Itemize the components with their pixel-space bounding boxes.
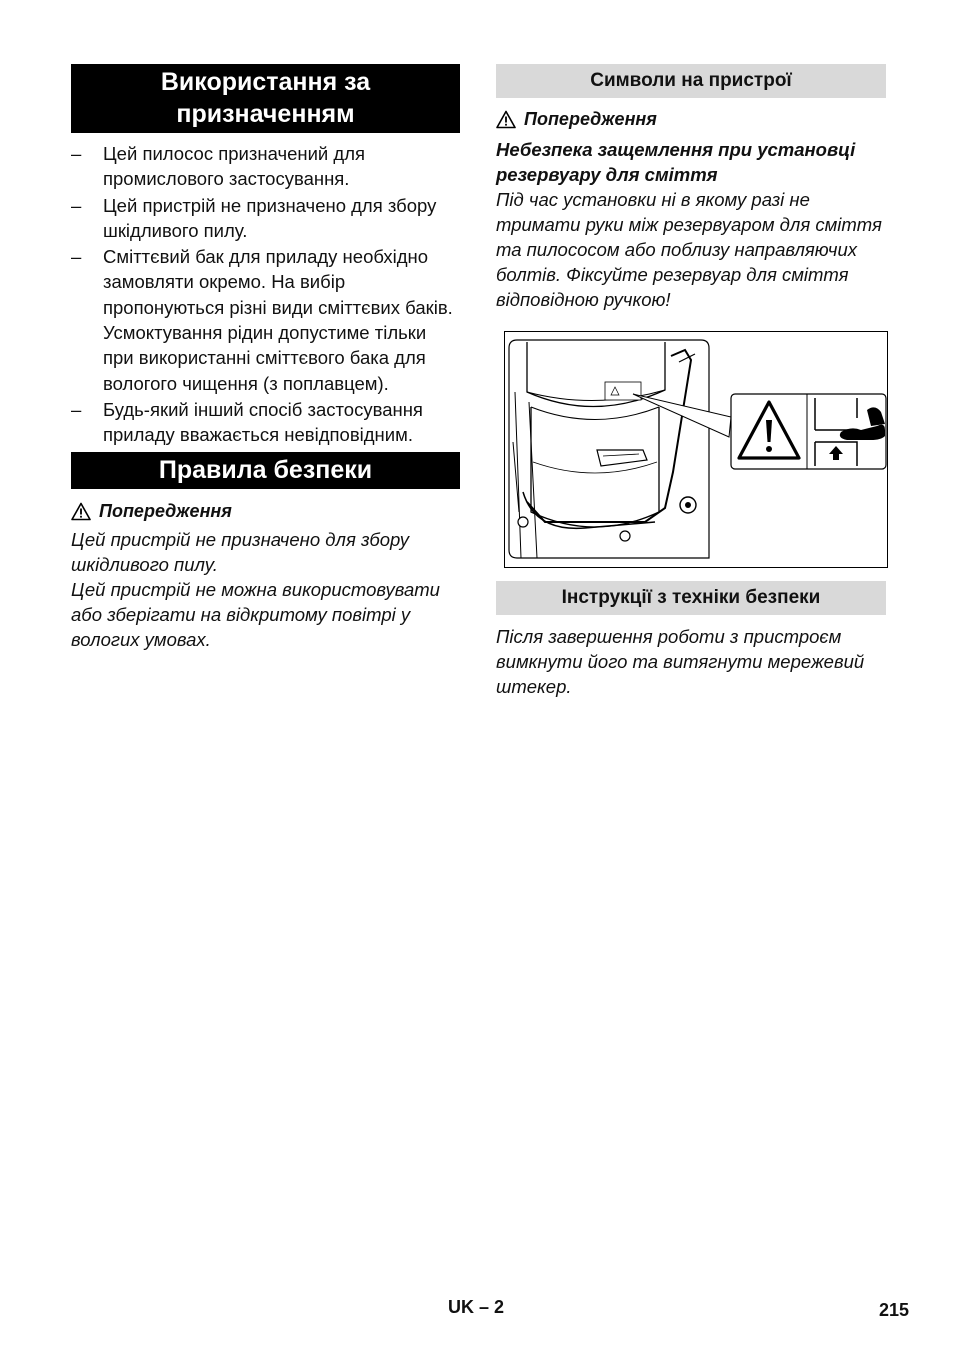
warning-text: Цей пристрій не призначено для збору шкідливого пилу. (71, 528, 409, 575)
list-item: – Сміттєвий бак для приладу необхідно замовляти окремо. На вибір пропонуються різні види сміттєвих баків. Усмоктування рідин допустиме тільки при використанні сміттєвого бака для вологого чищення (з поплавцем). (71, 246, 453, 394)
vacuum-pinch-illustration (505, 332, 887, 567)
warning-triangle-icon (71, 502, 91, 521)
device-illustration (504, 331, 888, 568)
right-column (496, 64, 886, 699)
instructions-text: Після завершення роботи з пристроєм вимкнути його та витягнути мережевий штекер. (496, 626, 865, 697)
warning-label-row (496, 107, 886, 132)
symbols-heading: Символи на пристрої (496, 64, 886, 98)
warning-label: Попередження (524, 109, 657, 129)
footer-section-code: UK – 2 (448, 1297, 505, 1317)
dash-mark: – (71, 194, 82, 216)
dash-mark: – (71, 143, 82, 164)
warning-text: Цей пристрій не можна використовувати або зберігати на відкритому повітрі у вологих умовах. (71, 578, 440, 650)
warning-text: Під час установки ні в якому разі не тримати руки між резервуаром для сміття та пилососом або поблизу направляючих болтів. Фіксуйте резервуар для сміття відповідною ручкою! (496, 189, 882, 310)
left-column (71, 64, 460, 652)
dash-mark: – (71, 246, 82, 268)
instructions-heading: Інструкції з техніки безпеки (496, 581, 886, 615)
warning-label: Попередження (99, 500, 232, 521)
page-number: 215 (879, 1300, 910, 1320)
warning-bold-text: Небезпека защемлення при установці резервуару для сміття (496, 139, 856, 185)
safety-heading: Правила безпеки (71, 452, 460, 489)
usage-list (71, 141, 460, 448)
list-item: – Цей пристрій не призначено для збору шкідливого пилу. (71, 194, 437, 241)
warning-triangle-icon (496, 110, 516, 129)
usage-heading: Використання за призначенням (71, 64, 460, 133)
list-item: – Будь-який інший спосіб застосування приладу вважається невідповідним. (71, 398, 423, 446)
list-item: – Цей пилосос призначений для промислового застосування. (71, 143, 366, 190)
warning-label-row (71, 499, 460, 524)
dash-mark: – (71, 398, 82, 420)
